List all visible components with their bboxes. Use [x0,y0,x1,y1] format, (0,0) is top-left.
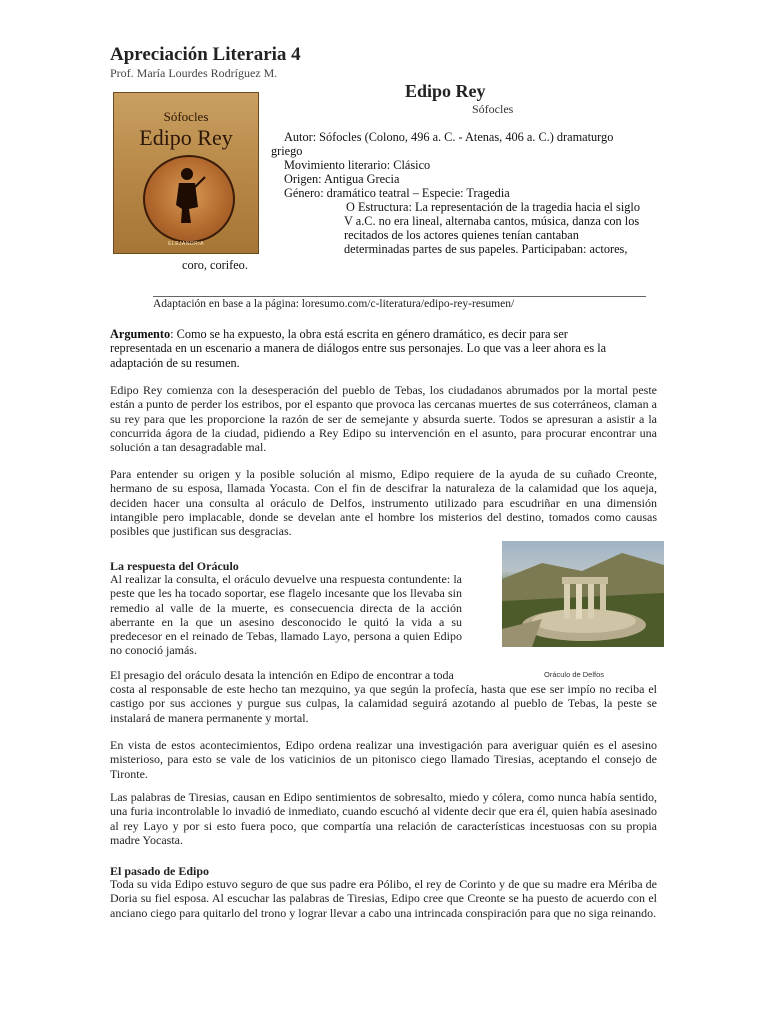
paragraph-tiresias: Las palabras de Tiresias, causan en Edipo sentimientos de sobresalto, miedo y cólera, como nunca había sentido, una furia incontrolable lo invadió de inmediato, cuando escuchó al vidente decir que era él, quien había asesinado al rey Layo y por si esto fuera poco, que compartía una relación de características incestuosas con su propia madre Yocasta. [110,790,657,847]
book-cover-image [113,92,259,254]
paragraph-oraculo: Al realizar la consulta, el oráculo devuelve una respuesta contundente: la peste que les ha tocado soportar, ese flagelo incesante que los llevaba sin remedio al valle de la muerte, es consecuencia directa de la acción aberrante en la que un asesino desconocido le quitó la vida a su predecesor en el reinado de Tebas, llamado Layo, persona a quien Edipo no conoció jamás. [110,572,462,658]
cover-publisher: ELEJANDRIA [168,241,204,247]
info-genero: Género: dramático teatral – Especie: Tragedia [284,186,510,200]
info-movimiento: Movimiento literario: Clásico [284,158,431,172]
paragraph-inicio: Edipo Rey comienza con la desesperación del pueblo de Tebas, los ciudadanos abrumados por la mortal peste están a punto de perder los estribos, por el espanto que provoca las cercanas muertes de sus coterráneos, claman a su rey para que les proporcione la razón de ser de semejante y absurda suerte. Todos se apresuran a asistir a la concurrida ágora de la ciudad, pidiendo a Rey Edipo su intervención en el asunto, para procurar encontrar una solución a tan desagradable mal. [110,383,657,455]
delphi-temple-photo [502,541,664,647]
info-estructura-5: coro, corifeo. [182,258,248,272]
info-estructura-2: V a.C. no era lineal, alternaba cantos, música, danza con los [344,214,640,228]
argumento-paragraph [110,327,630,370]
book-title: Edipo Rey [405,81,486,101]
cover-title: Edipo Rey [139,125,233,150]
info-estructura-4: determinadas partes de sus papeles. Participaban: actores, [344,242,628,256]
argumento-label: Argumento [110,327,171,341]
cover-author: Sófocles [163,109,209,124]
argumento-text: : Como se ha expuesto, la obra está escrita en género dramático, es decir para ser representada en un escenario a manera de diálogos entre sus personajes. Lo que vas a leer ahora es la adaptación de su resumen. [110,327,607,370]
paragraph-creonte: Para entender su origen y la posible solución al mismo, Edipo requiere de la ayuda de su cuñado Creonte, hermano de su esposa, llamada Yocasta. Con el fin de descifrar la naturaleza de la calamidad que los aqueja, deciden hacer una consulta al oráculo de Delfos, instrumento utilizado para escudriñar en una dimensión intangible pero implacable, donde se develan ante el hombre los misterios del destino, tomados como causas posibles que justifican sus desgracias. [110,467,657,539]
book-author: Sófocles [472,102,514,116]
divider-line [153,296,646,297]
paragraph-presagio-start: El presagio del oráculo desata la intención en Edipo de encontrar a toda [110,668,454,682]
photo-caption: Oráculo de Delfos [544,670,605,679]
course-title: Apreciación Literaria 4 [110,44,301,65]
section-heading-oraculo: La respuesta del Oráculo [110,559,239,573]
info-estructura: O Estructura: La representación de la tragedia hacia el siglo [346,200,640,214]
info-origen: Origen: Antigua Grecia [284,172,400,186]
info-autor-cont: griego [271,144,303,158]
paragraph-pasado: Toda su vida Edipo estuvo seguro de que sus padre era Pólibo, el rey de Corinto y de que su madre era Mériba de Doria su fiel esposa. Al escuchar las palabras de Tiresias, Edipo cree que Creonte se ha puesto de acuerdo con el anciano ciego para quitarlo del trono y lograr llevar a cabo una intrincada conspiración para que no siga reinando. [110,877,657,920]
seated-figure-illustration [167,165,207,227]
professor-name: Prof. María Lourdes Rodríguez M. [110,66,278,80]
delphi-temple-illustration [502,541,664,647]
paragraph-investigacion: En vista de estos acontecimientos, Edipo ordena realizar una investigación para averiguar quién es el asesino misterioso, para esto se vale de los vaticinios de un pitonisco ciego llamado Tiresias, aceptando el consejo de Tironte. [110,738,657,781]
section-heading-pasado: El pasado de Edipo [110,864,210,878]
info-autor: Autor: Sófocles (Colono, 496 a. C. - Atenas, 406 a. C.) dramaturgo [284,130,614,144]
paragraph-presagio: costa al responsable de este hecho tan mezquino, ya que según la profecía, hasta que ese ser impío no reciba el castigo por sus acciones y purgue sus culpas, la calamidad seguirá azotando al pueblo de Tebas, la peste se instalará de manera permanente y mortal. [110,682,657,725]
info-estructura-3: recitados de los actores quienes tenían cantaban [344,228,579,242]
source-reference: Adaptación en base a la página: loresumo.com/c-literatura/edipo-rey-resumen/ [153,298,515,310]
